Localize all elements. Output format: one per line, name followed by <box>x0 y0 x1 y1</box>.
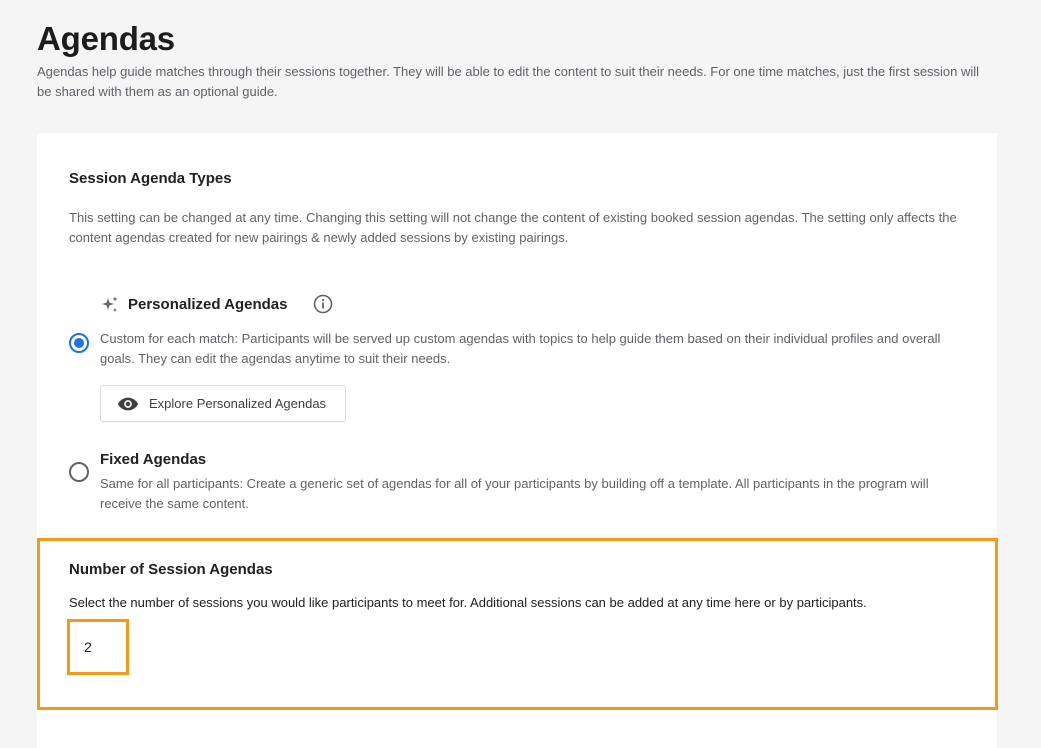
page-description: Agendas help guide matches through their sessions together. They will be able to edit the content to suit their needs. For one time matches, just the first session will be shared with them as an optional guide. <box>37 64 980 99</box>
eye-icon <box>117 396 139 412</box>
fixed-agendas-title: Fixed Agendas <box>100 451 207 468</box>
page-title: Agendas <box>37 20 175 57</box>
personalized-agendas-radio[interactable] <box>69 333 89 353</box>
section-description: This setting can be changed at any time. Changing this setting will not change the content of existing booked session agendas. The setting only affects the content agendas created for new pairings & newly added sessions by existing pairings. <box>69 210 957 245</box>
info-icon[interactable] <box>313 294 333 314</box>
session-count-input[interactable] <box>67 619 129 675</box>
explore-personalized-agendas-button[interactable] <box>100 385 346 422</box>
personalized-agendas-description: Custom for each match: Participants will be served up custom agendas with topics to help guide them based on their individual profiles and overall goals. They can edit the agendas anytime to suit their needs. <box>100 331 941 366</box>
number-of-sessions-title: Number of Session Agendas <box>69 561 273 578</box>
fixed-agendas-description: Same for all participants: Create a generic set of agendas for all of your participants by building off a template. All participants in the program will receive the same content. <box>100 476 929 511</box>
fixed-agendas-radio[interactable] <box>69 462 89 482</box>
number-of-sessions-section <box>37 538 998 710</box>
personalized-agendas-title: Personalized Agendas <box>128 296 288 313</box>
section-title: Session Agenda Types <box>69 170 232 187</box>
number-of-sessions-description: Select the number of sessions you would like participants to meet for. Additional sessions can be added at any time here or by participants. <box>69 595 867 610</box>
sparkle-icon <box>100 295 120 315</box>
explore-button-label: Explore Personalized Agendas <box>149 396 327 411</box>
